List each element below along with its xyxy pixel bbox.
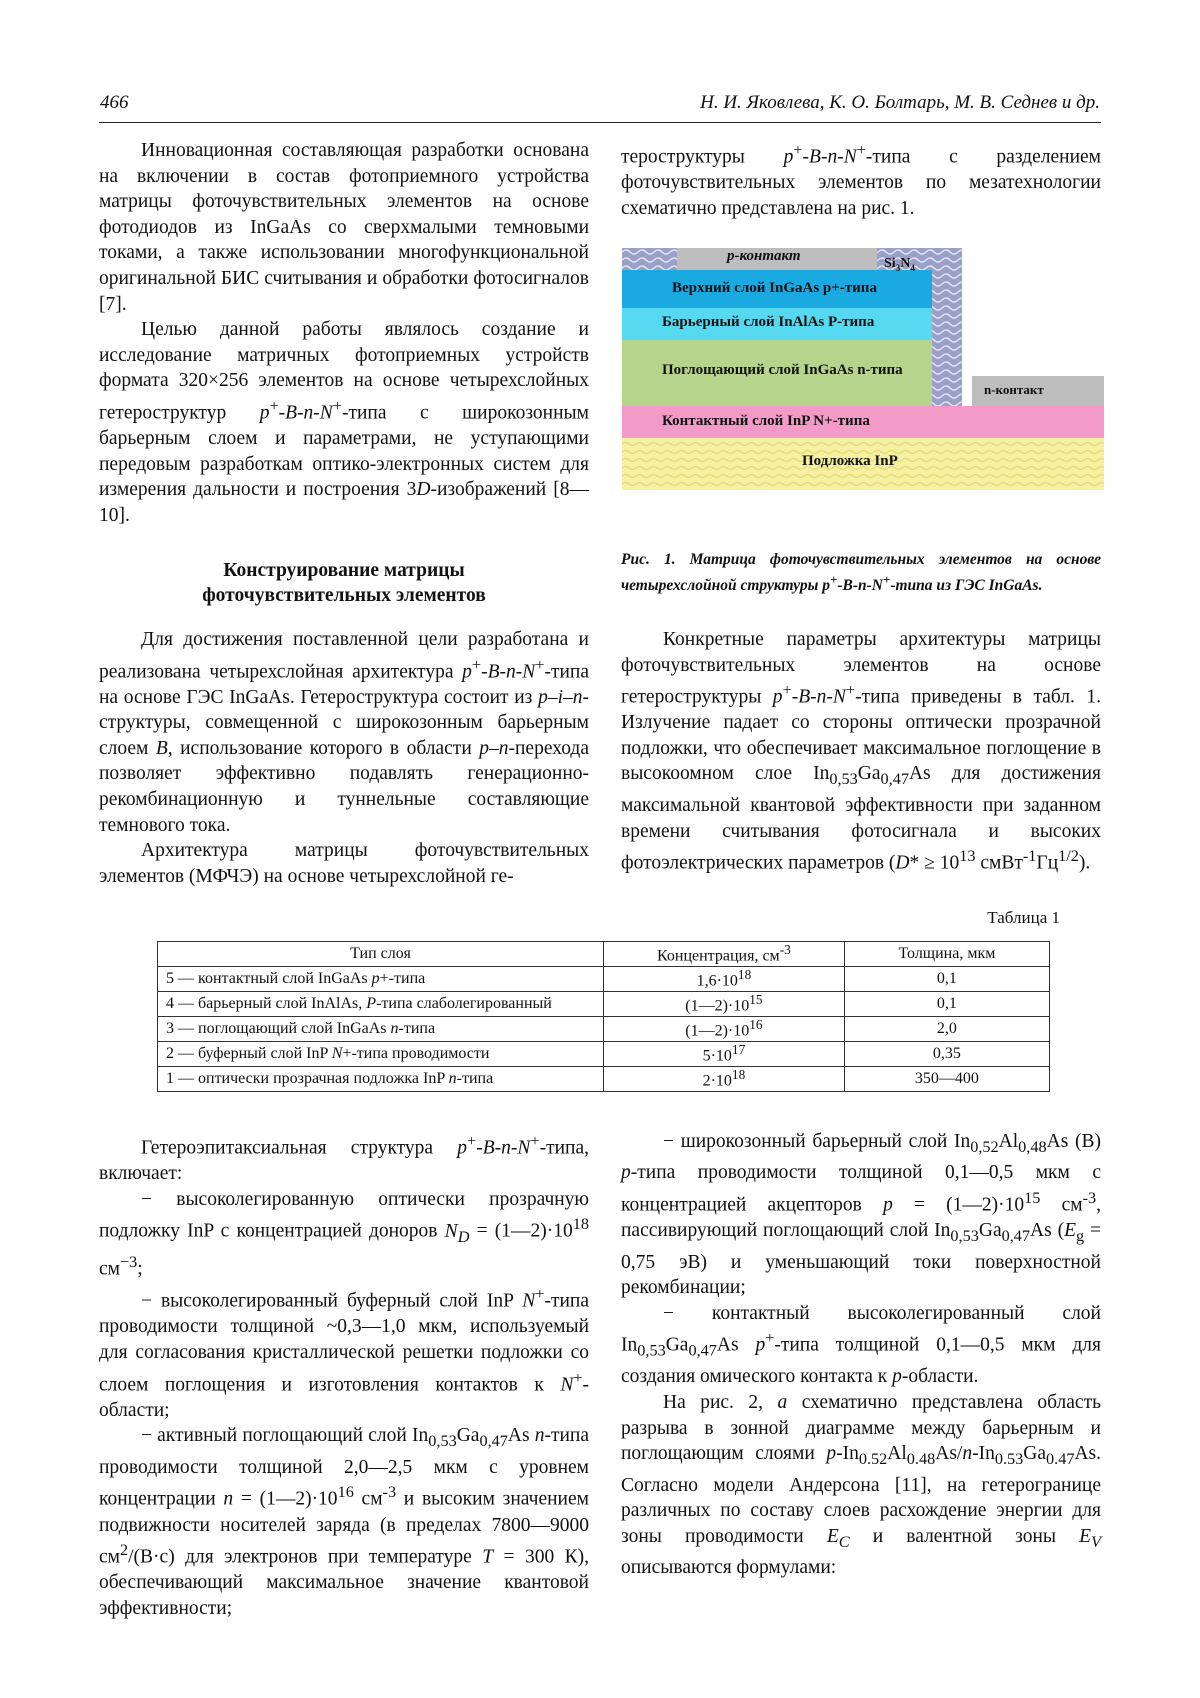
right-column-intro	[621, 138, 1101, 221]
header-concentration: Концентрация, $см^{-3}$	[604, 942, 845, 967]
label-n-contact: n-контакт	[984, 382, 1044, 397]
table-row	[158, 1067, 1050, 1092]
figure-1-layer-diagram	[622, 248, 1104, 532]
cell-thickness: 2,0	[844, 1017, 1049, 1042]
left-column-section	[99, 627, 589, 889]
paragraph: Инновационная составляющая разработки основана на включении в состав фотоприемного устройства матрицы фоточувствительных элементов на основе фотодиодов из InGaAs со сверхмалыми темновыми токами, а также использовании многофункциональной оригинальной БИС считывания и обработки фотосигналов [7].	[99, 140, 589, 315]
cell-concentration: $1,6\cdot 10^{18}$	[604, 967, 845, 992]
label-si3n4: $Si_3N_4$	[884, 256, 915, 273]
cell-thickness: 0,1	[844, 992, 1049, 1017]
paragraph: Целью данной работы являлось создание и исследование матричных фотоприемных устройств формата 320×256 элементов на основе четырехслойных гетероструктур p+-B-n-N+-типа с широкозонным барьерным слоем и параметрами, не уступающими передовым разработкам оптико-электронных систем для измерения дальности и построения 3D-изображений [8—10].	[99, 319, 590, 526]
list-item: − высоколегированную оптически прозрачную подложку InP с концентрацией доноров $N_D$ = $(1—2)\cdot 10^{18}$ $см^{-3}$;	[99, 1188, 589, 1280]
paragraph: Гетероэпитаксиальная структура p+-B-n-N+-типа, включает:	[99, 1132, 589, 1185]
label-top-layer: Верхний слой InGaAs p+-типа	[672, 280, 877, 296]
table-1	[157, 941, 1050, 1092]
left-column-intro	[99, 138, 589, 528]
paragraph: тероструктуры p+-B-n-N+-типа с разделением фоточувствительных элементов по мезатехнологии схематично представлена на рис. 1.	[621, 141, 1102, 219]
cell-concentration: $(1—2)\cdot 10^{16}$	[604, 1017, 845, 1042]
table-row	[158, 992, 1050, 1017]
paragraph: На рис. 2, а схематично представлена область разрыва в зонной диаграмме между барьерным и поглощающим слоями $p-In_{0.52}Al_{0.48}As/n-In_{0.53}Ga_{0.47}As$. Согласно модели Андерсона [11], на гетерогранице различных по составу слоев расхождение энергии для зоны проводимости $E_C$ и валентной зоны $E_V$ описываются формулами:	[621, 1392, 1101, 1579]
cell-concentration: $2\cdot 10^{18}$	[604, 1067, 845, 1092]
cell-concentration: $5\cdot 10^{17}$	[604, 1042, 845, 1067]
label-p-contact: p-контакт	[727, 248, 801, 264]
running-header: Н. И. Яковлева, К. О. Болтарь, М. В. Седнев и др.	[700, 92, 1100, 113]
list-item: − широкозонный барьерный слой $In_{0,52}Al_{0,48}As$ (B) p-типа проводимости толщиной 0,1—0,5 мкм с концентрацией акцепторов $p = (1—2)\cdot 10^{15}$ $см^{-3}$, пассивирующий поглощающий слой $In_{0,53}Ga_{0,47}As$ ($E_g = 0,75$ эВ) и уменьшающий токи поверхностной рекомбинации;	[621, 1131, 1102, 1299]
label-substrate: Подложка InP	[802, 453, 898, 469]
cell-layer: 4 — барьерный слой InAlAs, P-типа слаболегированный	[158, 992, 604, 1017]
cell-layer: 1 — оптически прозрачная подложка InP n-типа	[158, 1067, 604, 1092]
paragraph: Конкретные параметры архитектуры матрицы фоточувствительных элементов на основе гетероструктуры p+-B-n-N+-типа приведены в табл. 1. Излучение падает со стороны оптически прозрачной подложки, что обеспечивает максимальное поглощение в высокоомном слое $In_{0,53}Ga_{0,47}As$ для достижения максимальной квантовой эффективности при заданном времени считывания фотосигнала и высоких фотоэлектрических параметров ($D* \ge 10^{13}$ $смВт^{-1}Гц^{1/2}$).	[621, 629, 1101, 874]
paragraph: Архитектура матрицы фоточувствительных элементов (МФЧЭ) на основе четырехслойной ге-	[99, 840, 589, 887]
label-contact-layer: Контактный слой InP N+-типа	[662, 413, 870, 429]
heading-line: фоточувствительных элементов	[202, 585, 486, 606]
figure-1-caption: Рис. 1. Матрица фоточувствительных элементов на основе четырехслойной структуры p+-B-n-N+-типа из ГЭС InGaAs.	[621, 551, 1101, 595]
list-item: − контактный высоколегированный слой $In_{0,53}Ga_{0,47}As$ p+-типа толщиной 0,1—0,5 мкм для создания омического контакта к p-области.	[621, 1302, 1101, 1388]
heading-line: Конструирование матрицы	[223, 560, 465, 581]
cell-concentration: $(1—2)\cdot 10^{15}$	[604, 992, 845, 1017]
cell-layer: 2 — буферный слой InP N+-типа проводимости	[158, 1042, 604, 1067]
right-column-structure	[621, 1129, 1101, 1581]
header-thickness: Толщина, мкм	[844, 942, 1049, 967]
cell-thickness: 0,1	[844, 967, 1049, 992]
header-rule	[99, 122, 1101, 123]
header-layer: Тип слоя	[158, 942, 604, 967]
table-row	[158, 1042, 1050, 1067]
paragraph: Для достижения поставленной цели разработана и реализована четырехслойная архитектура p+-B-n-N+-типа на основе ГЭС InGaAs. Гетероструктура состоит из p–i–n-структуры, совмещенной с широкозонным барьерным слоем B, использование которого в области p–n-перехода позволяет эффективно подавлять генерационно-рекомбинационную и туннельные составляющие темнового тока.	[99, 629, 589, 836]
table-row	[158, 1017, 1050, 1042]
cell-thickness: 350—400	[844, 1067, 1049, 1092]
list-item: − активный поглощающий слой $In_{0,53}Ga_{0,47}As$ n-типа проводимости толщиной 2,0—2,5 мкм с уровнем концентрации $n = (1—2)\cdot 10^{16}$ $см^{-3}$ и высоким значением подвижности носителей заряда (в пределах 7800—9000 $см^2/(В\cdot с)$ для электронов при температуре T = 300 К), обеспечивающий максимальное значение квантовой эффективности;	[99, 1425, 589, 1619]
list-item: − высоколегированный буферный слой InP N+-типа проводимости толщиной ~0,3—1,0 мкм, используемый для согласования кристаллической решетки подложки со слоем поглощения и изготовления контактов к N+-области;	[99, 1285, 589, 1421]
page-number: 466	[100, 92, 129, 113]
table-label: Таблица 1	[987, 908, 1060, 927]
table-row	[158, 967, 1050, 992]
right-column-section	[621, 627, 1101, 876]
section-heading	[99, 558, 589, 608]
cell-layer: 3 — поглощающий слой InGaAs n-типа	[158, 1017, 604, 1042]
cell-layer: 5 — контактный слой InGaAs p+-типа	[158, 967, 604, 992]
label-absorber: Поглощающий слой InGaAs n-типа	[662, 362, 903, 378]
left-column-structure	[99, 1129, 589, 1621]
label-barrier: Барьерный слой InAlAs P-типа	[662, 314, 875, 330]
cell-thickness: 0,35	[844, 1042, 1049, 1067]
table-header-row	[158, 942, 1050, 967]
